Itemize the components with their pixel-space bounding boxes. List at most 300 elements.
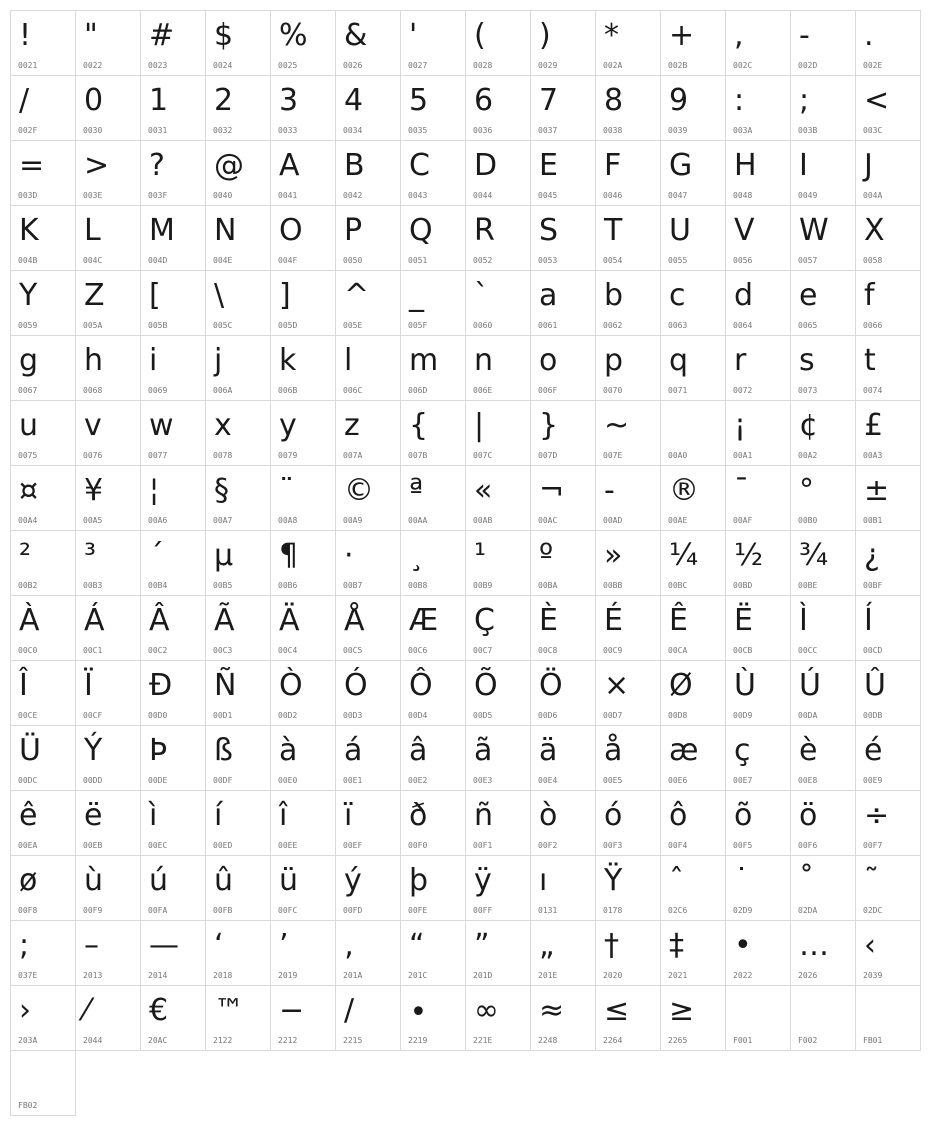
glyph-cell — [531, 986, 596, 1051]
glyph-cell — [531, 791, 596, 856]
glyph-codepoint: 0075 — [18, 451, 38, 460]
glyph-character: 5 — [409, 83, 429, 118]
glyph-codepoint: 2265 — [668, 1036, 688, 1045]
glyph-character: O — [279, 213, 303, 248]
glyph-character: Ù — [734, 668, 756, 703]
glyph-cell — [791, 661, 856, 726]
glyph-character: > — [84, 148, 110, 183]
glyph-codepoint: 2219 — [408, 1036, 428, 1045]
glyph-character: … — [799, 928, 829, 963]
glyph-cell — [271, 531, 336, 596]
glyph-codepoint: 0026 — [343, 61, 363, 70]
glyph-cell — [401, 791, 466, 856]
glyph-cell — [531, 466, 596, 531]
glyph-character: Z — [84, 278, 105, 313]
glyph-character: ç — [734, 733, 751, 768]
glyph-codepoint: 00A5 — [83, 516, 103, 525]
glyph-cell — [726, 76, 791, 141]
glyph-codepoint: 003A — [733, 126, 753, 135]
glyph-character: ° — [799, 473, 814, 508]
glyph-character: C — [409, 148, 430, 183]
glyph-codepoint: 004D — [148, 256, 168, 265]
glyph-character: ‚ — [344, 928, 354, 963]
glyph-character: © — [344, 473, 374, 508]
glyph-cell — [661, 726, 726, 791]
glyph-cell — [466, 791, 531, 856]
glyph-character: Ò — [279, 668, 303, 703]
glyph-cell — [726, 986, 791, 1051]
glyph-cell — [76, 661, 141, 726]
glyph-cell — [726, 856, 791, 921]
glyph-codepoint: 0036 — [473, 126, 493, 135]
glyph-character: „ — [539, 928, 555, 963]
glyph-cell — [76, 466, 141, 531]
glyph-character: Å — [344, 603, 365, 638]
glyph-codepoint: FB02 — [18, 1101, 38, 1110]
glyph-codepoint: 0041 — [278, 191, 298, 200]
glyph-codepoint: 004A — [863, 191, 883, 200]
glyph-codepoint: 0071 — [668, 386, 688, 395]
glyph-codepoint: 006F — [538, 386, 558, 395]
glyph-codepoint: 00DA — [798, 711, 818, 720]
glyph-character: S — [539, 213, 559, 248]
glyph-character: ’ — [279, 928, 289, 963]
glyph-cell — [856, 856, 921, 921]
glyph-codepoint: 00F4 — [668, 841, 688, 850]
glyph-character: í — [214, 798, 223, 833]
glyph-character: L — [84, 213, 101, 248]
glyph-cell — [206, 466, 271, 531]
glyph-codepoint: 00DE — [148, 776, 168, 785]
glyph-character: B — [344, 148, 365, 183]
glyph-cell — [206, 921, 271, 986]
glyph-character: Ã — [214, 603, 235, 638]
glyph-character: ½ — [734, 538, 764, 573]
glyph-character: Þ — [149, 733, 168, 768]
glyph-cell — [401, 726, 466, 791]
glyph-character: ¿ — [864, 538, 880, 573]
glyph-cell — [791, 726, 856, 791]
glyph-cell — [271, 596, 336, 661]
glyph-codepoint: 00DC — [18, 776, 38, 785]
glyph-character: n — [474, 343, 494, 378]
glyph-cell — [596, 986, 661, 1051]
glyph-cell — [11, 531, 76, 596]
glyph-cell — [531, 336, 596, 401]
glyph-codepoint: 00F3 — [603, 841, 623, 850]
glyph-codepoint: 2013 — [83, 971, 103, 980]
glyph-cell — [531, 921, 596, 986]
glyph-character: ³ — [84, 538, 97, 573]
glyph-cell — [76, 76, 141, 141]
glyph-character: ˜ — [864, 863, 879, 898]
glyph-character: D — [474, 148, 498, 183]
glyph-cell — [401, 401, 466, 466]
glyph-codepoint: 0031 — [148, 126, 168, 135]
glyph-character: Ú — [799, 668, 821, 703]
glyph-cell — [531, 531, 596, 596]
glyph-codepoint: 00D7 — [603, 711, 623, 720]
glyph-codepoint: 00D0 — [148, 711, 168, 720]
glyph-character: ¹ — [474, 538, 487, 573]
glyph-cell — [466, 726, 531, 791]
glyph-codepoint: 002E — [863, 61, 883, 70]
glyph-codepoint: 221E — [473, 1036, 493, 1045]
glyph-codepoint: 003E — [83, 191, 103, 200]
glyph-codepoint: 00B7 — [343, 581, 363, 590]
glyph-character: £ — [864, 408, 884, 443]
glyph-cell — [336, 466, 401, 531]
glyph-codepoint: 00C9 — [603, 646, 623, 655]
glyph-cell — [11, 11, 76, 76]
glyph-cell — [726, 531, 791, 596]
glyph-cell — [401, 531, 466, 596]
glyph-cell — [726, 141, 791, 206]
glyph-codepoint: 00A4 — [18, 516, 38, 525]
glyph-codepoint: 007A — [343, 451, 363, 460]
glyph-cell — [141, 141, 206, 206]
glyph-cell — [466, 76, 531, 141]
glyph-character: : — [734, 83, 745, 118]
glyph-character: G — [669, 148, 693, 183]
glyph-character: ≈ — [539, 993, 565, 1028]
glyph-cell — [11, 206, 76, 271]
glyph-cell — [76, 271, 141, 336]
glyph-cell — [11, 336, 76, 401]
glyph-codepoint: 00E2 — [408, 776, 428, 785]
glyph-character: k — [279, 343, 297, 378]
glyph-cell — [206, 791, 271, 856]
glyph-codepoint: 00B2 — [18, 581, 38, 590]
glyph-character: ` — [474, 278, 489, 313]
glyph-codepoint: 201C — [408, 971, 428, 980]
glyph-codepoint: 00BA — [538, 581, 558, 590]
glyph-codepoint: 00C0 — [18, 646, 38, 655]
glyph-codepoint: 2044 — [83, 1036, 103, 1045]
glyph-cell — [791, 141, 856, 206]
glyph-codepoint: 0025 — [278, 61, 298, 70]
glyph-codepoint: 0046 — [603, 191, 623, 200]
glyph-codepoint: 0053 — [538, 256, 558, 265]
glyph-codepoint: 006D — [408, 386, 428, 395]
glyph-cell — [856, 271, 921, 336]
glyph-codepoint: 0065 — [798, 321, 818, 330]
glyph-cell — [661, 336, 726, 401]
glyph-cell — [466, 531, 531, 596]
glyph-cell — [271, 856, 336, 921]
glyph-codepoint: 2248 — [538, 1036, 558, 1045]
glyph-character: Û — [864, 668, 886, 703]
glyph-cell — [726, 401, 791, 466]
glyph-codepoint: 005A — [83, 321, 103, 330]
glyph-character: ≥ — [669, 993, 695, 1028]
glyph-codepoint: 0076 — [83, 451, 103, 460]
glyph-cell — [791, 401, 856, 466]
glyph-cell — [336, 531, 401, 596]
glyph-codepoint: 0056 — [733, 256, 753, 265]
glyph-cell — [791, 986, 856, 1051]
glyph-cell — [856, 401, 921, 466]
glyph-cell — [141, 791, 206, 856]
glyph-character: ı — [539, 863, 548, 898]
glyph-codepoint: 0047 — [668, 191, 688, 200]
glyph-character: ¬ — [539, 473, 565, 508]
glyph-cell — [336, 336, 401, 401]
glyph-cell — [141, 596, 206, 661]
glyph-codepoint: 0074 — [863, 386, 883, 395]
glyph-codepoint: 00F8 — [18, 906, 38, 915]
glyph-cell — [141, 271, 206, 336]
glyph-cell — [726, 661, 791, 726]
glyph-character: ± — [864, 473, 890, 508]
glyph-cell — [531, 76, 596, 141]
glyph-codepoint: 00ED — [213, 841, 233, 850]
glyph-codepoint: 00FD — [343, 906, 363, 915]
glyph-codepoint: 00B4 — [148, 581, 168, 590]
glyph-character: ⁄ — [84, 993, 90, 1028]
glyph-codepoint: 00D5 — [473, 711, 493, 720]
glyph-codepoint: 00B6 — [278, 581, 298, 590]
glyph-codepoint: 0037 — [538, 126, 558, 135]
glyph-codepoint: F002 — [798, 1036, 818, 1045]
glyph-character: w — [149, 408, 174, 443]
glyph-cell — [206, 531, 271, 596]
glyph-codepoint: 201D — [473, 971, 493, 980]
glyph-codepoint: 00A7 — [213, 516, 233, 525]
glyph-character: q — [669, 343, 689, 378]
glyph-character: Ñ — [214, 668, 237, 703]
glyph-character: " — [84, 18, 98, 53]
glyph-character: ò — [539, 798, 558, 833]
glyph-codepoint: 00F5 — [733, 841, 753, 850]
glyph-cell — [141, 726, 206, 791]
glyph-codepoint: 201A — [343, 971, 363, 980]
glyph-cell — [596, 856, 661, 921]
glyph-cell — [271, 206, 336, 271]
glyph-codepoint: 006A — [213, 386, 233, 395]
glyph-codepoint: 00E6 — [668, 776, 688, 785]
glyph-cell — [531, 141, 596, 206]
glyph-cell — [206, 726, 271, 791]
glyph-cell — [466, 986, 531, 1051]
glyph-cell — [336, 596, 401, 661]
glyph-character: þ — [409, 863, 429, 898]
glyph-cell — [206, 401, 271, 466]
glyph-character: . — [864, 18, 874, 53]
glyph-character: R — [474, 213, 495, 248]
glyph-codepoint: 00CE — [18, 711, 38, 720]
glyph-codepoint: 2039 — [863, 971, 883, 980]
glyph-character: A — [279, 148, 300, 183]
glyph-cell — [401, 11, 466, 76]
glyph-character: ² — [19, 538, 32, 573]
glyph-cell — [271, 76, 336, 141]
glyph-character: ù — [84, 863, 104, 898]
glyph-cell — [206, 76, 271, 141]
glyph-character: ˙ — [734, 863, 749, 898]
glyph-character: X — [864, 213, 885, 248]
glyph-character: ü — [279, 863, 299, 898]
glyph-cell — [661, 531, 726, 596]
glyph-character: Î — [19, 668, 28, 703]
glyph-character: ? — [149, 148, 165, 183]
glyph-character: u — [19, 408, 39, 443]
glyph-cell — [661, 271, 726, 336]
glyph-character: P — [344, 213, 363, 248]
glyph-character: 2 — [214, 83, 234, 118]
glyph-cell — [791, 791, 856, 856]
glyph-cell — [206, 596, 271, 661]
glyph-codepoint: 0057 — [798, 256, 818, 265]
glyph-character: p — [604, 343, 624, 378]
glyph-codepoint: 00D1 — [213, 711, 233, 720]
glyph-cell — [531, 11, 596, 76]
glyph-codepoint: 00E4 — [538, 776, 558, 785]
glyph-codepoint: 005D — [278, 321, 298, 330]
glyph-codepoint: 203A — [18, 1036, 38, 1045]
glyph-cell — [791, 921, 856, 986]
glyph-character: ∞ — [474, 993, 499, 1028]
glyph-cell — [206, 11, 271, 76]
glyph-codepoint: 00CC — [798, 646, 818, 655]
glyph-character: » — [604, 538, 623, 573]
glyph-codepoint: 007D — [538, 451, 558, 460]
glyph-cell — [661, 401, 726, 466]
glyph-cell — [596, 141, 661, 206]
glyph-codepoint: 0045 — [538, 191, 558, 200]
glyph-cell — [661, 921, 726, 986]
glyph-codepoint: 00A0 — [668, 451, 688, 460]
glyph-codepoint: 037E — [18, 971, 38, 980]
glyph-cell — [401, 336, 466, 401]
glyph-cell — [401, 206, 466, 271]
glyph-character: - — [799, 18, 810, 53]
glyph-cell — [661, 466, 726, 531]
glyph-codepoint: 00EE — [278, 841, 298, 850]
glyph-cell — [76, 921, 141, 986]
glyph-cell — [726, 206, 791, 271]
glyph-cell — [141, 466, 206, 531]
glyph-cell — [206, 661, 271, 726]
glyph-cell — [531, 661, 596, 726]
glyph-cell — [401, 271, 466, 336]
glyph-cell — [531, 726, 596, 791]
glyph-character: Ü — [19, 733, 41, 768]
glyph-codepoint: 00EC — [148, 841, 168, 850]
glyph-cell — [856, 596, 921, 661]
glyph-codepoint: 0044 — [473, 191, 493, 200]
glyph-character: $ — [214, 18, 234, 53]
glyph-codepoint: 00AC — [538, 516, 558, 525]
glyph-character: 8 — [604, 83, 624, 118]
glyph-character: j — [214, 343, 223, 378]
glyph-codepoint: 0049 — [798, 191, 818, 200]
glyph-codepoint: 0054 — [603, 256, 623, 265]
glyph-character: M — [149, 213, 175, 248]
glyph-character: ß — [214, 733, 233, 768]
glyph-character: â — [409, 733, 428, 768]
glyph-codepoint: 00D8 — [668, 711, 688, 720]
glyph-cell — [11, 466, 76, 531]
glyph-codepoint: 201E — [538, 971, 558, 980]
glyph-codepoint: 00D9 — [733, 711, 753, 720]
glyph-character: á — [344, 733, 363, 768]
glyph-character: ∕ — [344, 993, 355, 1028]
glyph-character: ó — [604, 798, 623, 833]
glyph-character: Ð — [149, 668, 173, 703]
glyph-cell — [141, 206, 206, 271]
glyph-cell — [336, 11, 401, 76]
glyph-codepoint: 00D4 — [408, 711, 428, 720]
glyph-character: 4 — [344, 83, 364, 118]
glyph-codepoint: 00A9 — [343, 516, 363, 525]
glyph-cell — [76, 596, 141, 661]
glyph-codepoint: 2212 — [278, 1036, 298, 1045]
glyph-cell — [791, 531, 856, 596]
glyph-character: E — [539, 148, 558, 183]
glyph-codepoint: F001 — [733, 1036, 753, 1045]
glyph-cell — [76, 141, 141, 206]
glyph-character: — — [149, 928, 179, 963]
glyph-codepoint: 00BE — [798, 581, 818, 590]
glyph-codepoint: 00AE — [668, 516, 688, 525]
glyph-codepoint: 004C — [83, 256, 103, 265]
glyph-codepoint: 0061 — [538, 321, 558, 330]
glyph-character: § — [214, 473, 229, 508]
glyph-cell — [856, 986, 921, 1051]
glyph-codepoint: 004E — [213, 256, 233, 265]
glyph-cell — [401, 466, 466, 531]
glyph-character: H — [734, 148, 757, 183]
glyph-codepoint: 2018 — [213, 971, 233, 980]
glyph-cell — [466, 271, 531, 336]
glyph-codepoint: 0022 — [83, 61, 103, 70]
glyph-codepoint: 00C7 — [473, 646, 493, 655]
glyph-codepoint: 02D9 — [733, 906, 753, 915]
glyph-cell — [856, 466, 921, 531]
glyph-cell — [466, 141, 531, 206]
glyph-character: ô — [669, 798, 688, 833]
glyph-cell — [336, 206, 401, 271]
glyph-cell — [466, 206, 531, 271]
glyph-character: Õ — [474, 668, 498, 703]
glyph-character: ã — [474, 733, 493, 768]
glyph-character: m — [409, 343, 439, 378]
glyph-cell — [76, 726, 141, 791]
glyph-cell — [271, 921, 336, 986]
glyph-character: | — [474, 408, 485, 443]
glyph-character: ¯ — [734, 473, 749, 508]
glyph-codepoint: 0058 — [863, 256, 883, 265]
glyph-codepoint: 0078 — [213, 451, 233, 460]
glyph-character: 6 — [474, 83, 494, 118]
glyph-codepoint: 2014 — [148, 971, 168, 980]
glyph-codepoint: 00E8 — [798, 776, 818, 785]
glyph-codepoint: 00AB — [473, 516, 493, 525]
glyph-character: < — [864, 83, 890, 118]
glyph-character: - — [604, 473, 615, 508]
glyph-character: ê — [19, 798, 38, 833]
glyph-character: _ — [409, 278, 424, 313]
glyph-codepoint: 0027 — [408, 61, 428, 70]
glyph-cell — [596, 791, 661, 856]
glyph-codepoint: 007C — [473, 451, 493, 460]
glyph-character: è — [799, 733, 818, 768]
glyph-character: { — [409, 408, 429, 443]
glyph-cell — [531, 596, 596, 661]
glyph-character: c — [669, 278, 686, 313]
glyph-codepoint: 0067 — [18, 386, 38, 395]
